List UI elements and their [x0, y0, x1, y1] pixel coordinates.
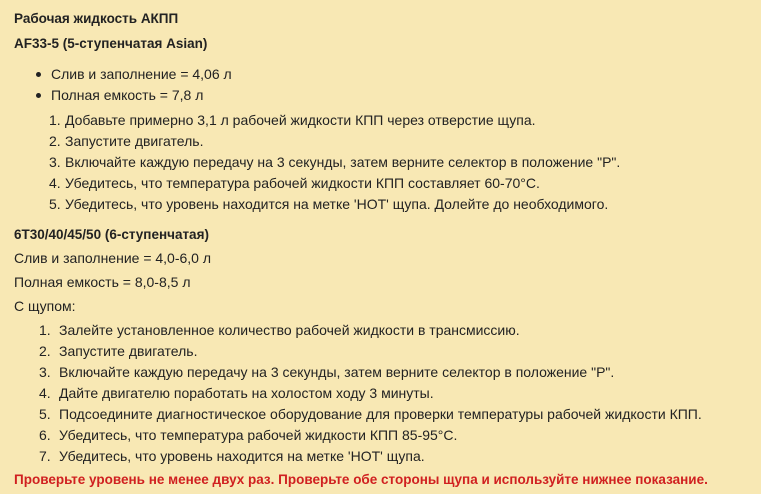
with-dipstick-label: С щупом: — [14, 298, 76, 314]
bullet-icon — [36, 93, 41, 98]
step-number: 7. — [39, 448, 51, 464]
step-text: Запустите двигатель. — [65, 133, 204, 149]
step-number: 4. — [39, 385, 51, 401]
list-item — [39, 384, 434, 402]
step-number: 1. — [39, 322, 51, 338]
step-number: 4. — [49, 175, 61, 191]
list-item — [49, 111, 536, 129]
step-number: 5. — [49, 196, 61, 212]
step-text: Убедитесь, что температура рабочей жидкости КПП 85-95°C. — [59, 427, 458, 443]
list-item — [39, 447, 425, 465]
step-text: Включайте каждую передачу на 3 секунды, затем верните селектор в положение "P". — [65, 154, 621, 170]
bullet-text: Слив и заполнение = 4,06 л — [51, 66, 232, 82]
step-number: 6. — [39, 427, 51, 443]
list-item — [49, 174, 540, 192]
step-text: Убедитесь, что уровень находится на метке 'HOT' щупа. — [59, 448, 425, 464]
drain-fill-text: Слив и заполнение = 4,0-6,0 л — [14, 250, 212, 266]
step-text: Запустите двигатель. — [59, 343, 198, 359]
step-number: 3. — [49, 154, 61, 170]
warning-text: Проверьте уровень не менее двух раз. Проверьте обе стороны щупа и используйте нижнее показание. — [14, 472, 708, 487]
list-item — [39, 405, 702, 423]
list-item — [49, 153, 620, 171]
list-item — [49, 132, 203, 150]
list-item — [39, 342, 197, 360]
step-number: 1. — [49, 112, 61, 128]
step-text: Дайте двигателю поработать на холостом ходу 3 минуты. — [59, 385, 434, 401]
list-item — [49, 195, 608, 213]
step-number: 3. — [39, 364, 51, 380]
section1-heading: AF33-5 (5-ступенчатая Asian) — [14, 36, 208, 51]
bullet-text: Полная емкость = 7,8 л — [51, 87, 204, 103]
step-text: Залейте установленное количество рабочей жидкости в трансмиссию. — [59, 322, 520, 338]
bullet-icon — [36, 72, 41, 77]
capacity-text: Полная емкость = 8,0-8,5 л — [14, 274, 191, 290]
list-item — [39, 426, 457, 444]
section2-heading: 6T30/40/45/50 (6-ступенчатая) — [14, 227, 209, 242]
step-text: Включайте каждую передачу на 3 секунды, затем верните селектор в положение "P". — [59, 364, 615, 380]
step-text: Убедитесь, что температура рабочей жидкости КПП составляет 60-70°C. — [65, 175, 540, 191]
list-item — [39, 363, 614, 381]
step-number: 5. — [39, 406, 51, 422]
step-number: 2. — [39, 343, 51, 359]
bullet-item — [36, 65, 232, 83]
step-text: Добавьте примерно 3,1 л рабочей жидкости КПП через отверстие щупа. — [65, 112, 536, 128]
page-title: Рабочая жидкость АКПП — [14, 11, 179, 26]
step-text: Подсоедините диагностическое оборудование для проверки температуры рабочей жидкости КПП. — [59, 406, 702, 422]
list-item — [39, 321, 520, 339]
bullet-item — [36, 86, 203, 104]
step-number: 2. — [49, 133, 61, 149]
step-text: Убедитесь, что уровень находится на метке 'HOT' щупа. Долейте до необходимого. — [65, 196, 609, 212]
